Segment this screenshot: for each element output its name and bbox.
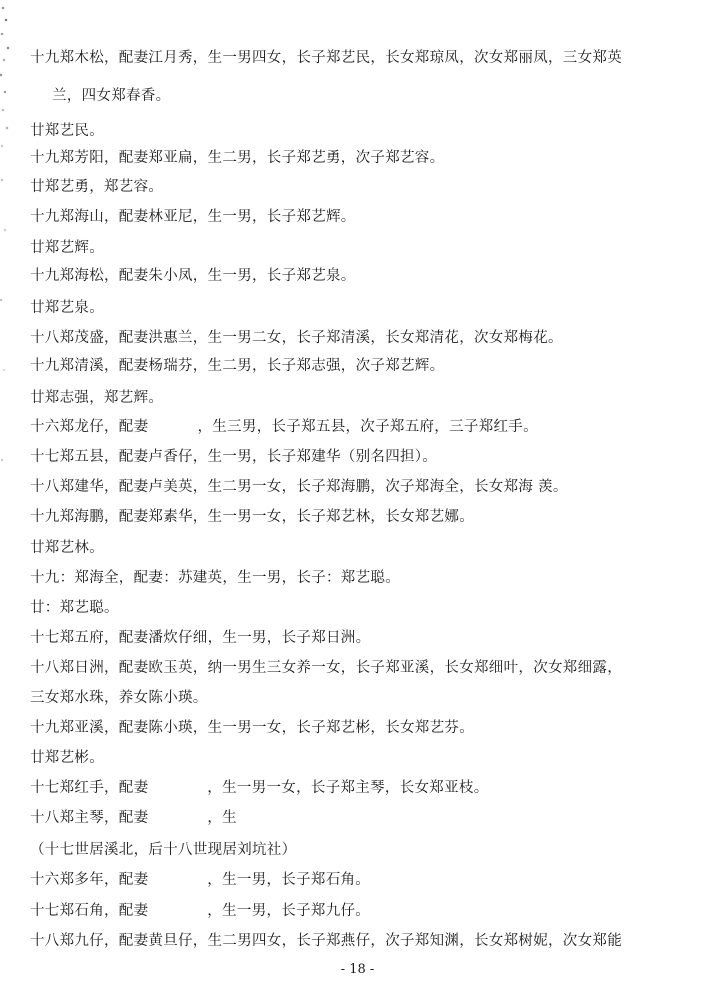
- text-line: 廿郑艺泉。: [30, 300, 104, 316]
- text-line: 十七郑红手，配妻 ，生一男一女，长子郑主琴，长女郑亚枝。: [30, 780, 489, 796]
- text-line: 廿郑志强，郑艺辉。: [30, 390, 164, 406]
- text-line: 十八郑茂盛，配妻洪惠兰，生一男二女，长子郑清溪，长女郑清花，次女郑梅花。: [30, 330, 563, 346]
- page-number: - 18 -: [340, 962, 375, 977]
- text-line: 廿郑艺林。: [30, 540, 104, 556]
- text-line: 廿郑艺勇，郑艺容。: [30, 179, 164, 195]
- text-line: 廿：郑艺聪。: [30, 600, 119, 616]
- text-line: 廿郑艺辉。: [30, 240, 104, 256]
- scan-artifact: [0, 160, 10, 520]
- text-line: 廿郑艺民。: [30, 123, 104, 139]
- text-line: 十九郑芳阳，配妻郑亚扁，生二男，长子郑艺勇，次子郑艺容。: [30, 150, 445, 166]
- text-line: 十七郑五府，配妻潘炊仔细，生一男，长子郑日洲。: [30, 630, 371, 646]
- text-line: 十九郑清溪，配妻杨瑞芬，生二男，长子郑志强，次子郑艺辉。: [30, 358, 445, 374]
- text-line-note: （十七世居溪北，后十八世现居刘坑社）: [30, 842, 297, 858]
- scan-artifact: [0, 0, 14, 160]
- text-line: 十九：郑海全，配妻：苏建英，生一男，长子：郑艺聪。: [30, 570, 400, 586]
- text-line: 十八郑九仔，配妻黄旦仔，生二男四女，长子郑燕仔，次子郑知渊，长女郑树妮，次女郑能: [30, 933, 622, 949]
- text-line: 十六郑龙仔，配妻 ，生三男，长子郑五县，次子郑五府，三子郑红手。: [30, 419, 538, 435]
- text-line: 十八郑建华，配妻卢美英，生二男一女，长子郑海鹏，次子郑海全，长女郑海 羡。: [30, 479, 568, 495]
- text-line: 兰，四女郑春香。: [52, 88, 171, 104]
- text-line: 十六郑多年，配妻 ，生一男，长子郑石角。: [30, 872, 371, 888]
- text-line: 三女郑水珠，养女陈小瑛。: [30, 690, 208, 706]
- text-line: 廿郑艺彬。: [30, 750, 104, 766]
- text-line: 十九郑海鹏，配妻郑素华，生一男一女，长子郑艺林，长女郑艺娜。: [30, 509, 474, 525]
- text-line: 十七郑石角，配妻 ，生一男，长子郑九仔。: [30, 903, 371, 919]
- text-line: 十九郑海松，配妻朱小凤，生一男，长子郑艺泉。: [30, 268, 356, 284]
- text-line: 十九郑亚溪，配妻陈小瑛，生一男一女，长子郑艺彬，长女郑艺芬。: [30, 720, 474, 736]
- text-line: 十八郑日洲，配妻欧玉英，纳一男生三女养一女，长子郑亚溪，长女郑细叶，次女郑细露，: [30, 660, 622, 676]
- text-line: 十七郑五县，配妻卢香仔，生一男，长子郑建华（别名四担）。: [30, 449, 438, 465]
- text-line: 十九郑海山，配妻林亚尼，生一男，长子郑艺辉。: [30, 209, 356, 225]
- text-line: 十九郑木松，配妻江月秀，生一男四女，长子郑艺民，长女郑琼凤，次女郑丽凤，三女郑英: [30, 50, 622, 66]
- text-line: 十八郑主琴，配妻 ，生: [30, 810, 237, 826]
